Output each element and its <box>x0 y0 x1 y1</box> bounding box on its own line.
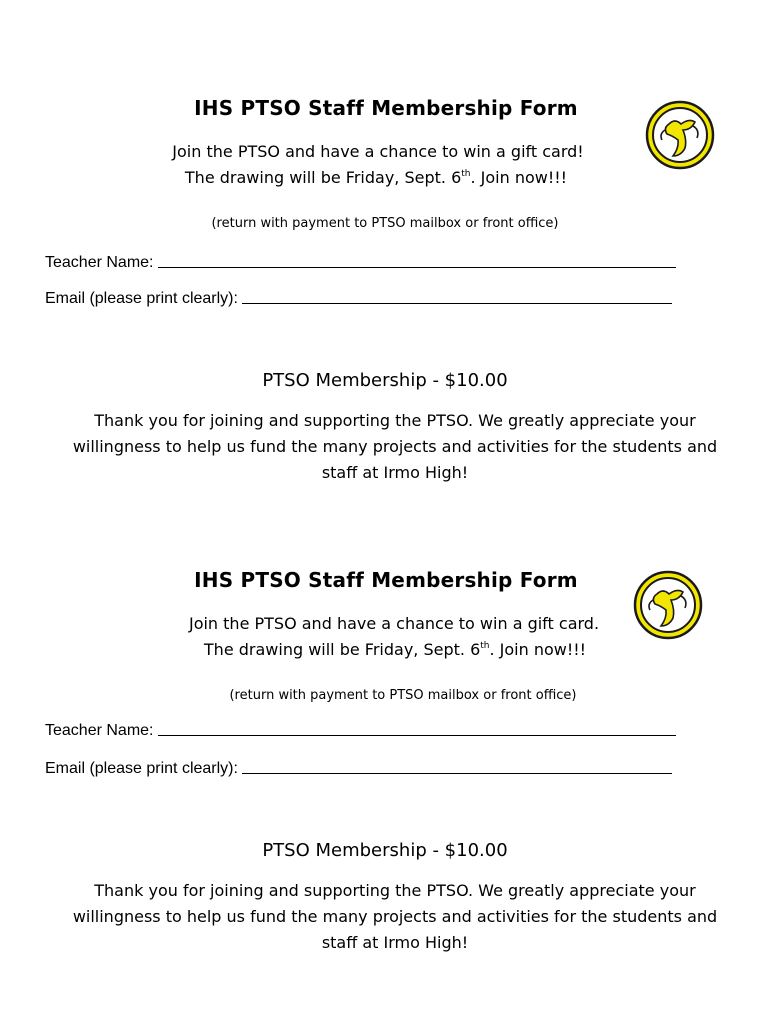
join-line: Join the PTSO and have a chance to win a gift card. <box>188 614 600 633</box>
teacher-name-label: Teacher Name: <box>45 254 154 271</box>
yellow-jacket-logo-icon <box>645 100 715 170</box>
return-note: (return with payment to PTSO mailbox or front office) <box>229 688 577 703</box>
email-field[interactable] <box>45 286 705 308</box>
thanks-text <box>50 878 740 956</box>
teacher-name-field[interactable] <box>45 718 705 740</box>
thanks-line-1: Thank you for joining and supporting the PTSO. We greatly appreciate your <box>94 881 696 900</box>
form-title: IHS PTSO Staff Membership Form <box>194 96 578 120</box>
thanks-line-3: staff at Irmo High! <box>321 933 469 952</box>
thanks-line-3: staff at Irmo High! <box>321 463 469 482</box>
yellow-jacket-logo-icon <box>633 570 703 640</box>
join-line: Join the PTSO and have a chance to win a gift card! <box>172 142 584 161</box>
teacher-name-field[interactable] <box>45 250 705 272</box>
return-note: (return with payment to PTSO mailbox or front office) <box>211 216 559 231</box>
membership-price: PTSO Membership - $10.00 <box>262 840 508 861</box>
membership-form-1 <box>0 0 770 482</box>
thanks-line-2: willingness to help us fund the many projects and activities for the students and <box>72 437 718 456</box>
membership-form-2 <box>0 470 770 952</box>
membership-price: PTSO Membership - $10.00 <box>262 370 508 391</box>
teacher-name-blank[interactable] <box>158 735 676 736</box>
teacher-name-blank[interactable] <box>158 267 676 268</box>
drawing-line: The drawing will be Friday, Sept. 6th. Join now!!! <box>203 640 587 659</box>
form-title: IHS PTSO Staff Membership Form <box>194 568 578 592</box>
drawing-line: The drawing will be Friday, Sept. 6th. Join now!!! <box>184 168 568 187</box>
teacher-name-label: Teacher Name: <box>45 722 154 739</box>
email-blank[interactable] <box>242 773 672 774</box>
thanks-line-1: Thank you for joining and supporting the PTSO. We greatly appreciate your <box>94 411 696 430</box>
thanks-line-2: willingness to help us fund the many projects and activities for the students and <box>72 907 718 926</box>
email-field[interactable] <box>45 756 705 778</box>
email-blank[interactable] <box>242 303 672 304</box>
email-label: Email (please print clearly): <box>45 760 238 777</box>
email-label: Email (please print clearly): <box>45 290 238 307</box>
